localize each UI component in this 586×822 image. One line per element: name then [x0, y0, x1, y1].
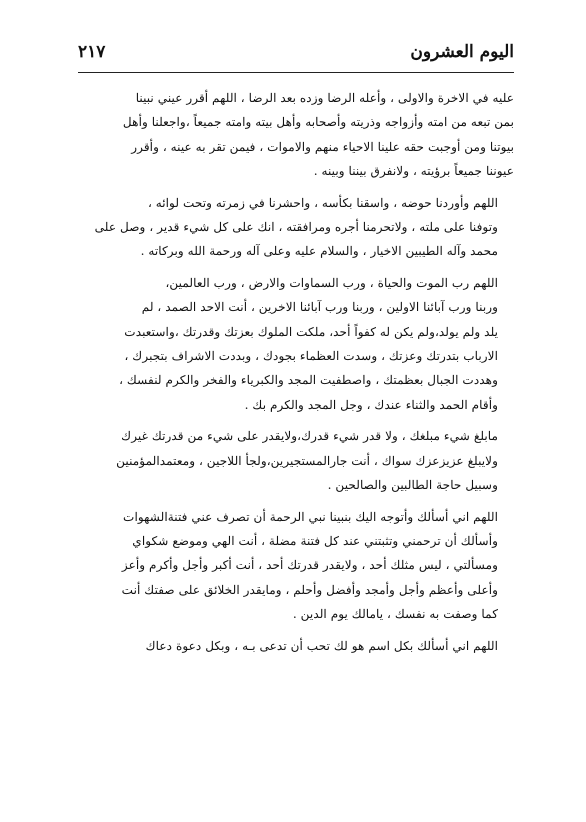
text-line: اللهم اني أسألك وأتوجه اليك بنبينا نبي الرحمة أن تصرف عني فتنةالشهوات	[123, 509, 498, 524]
text-line: بمن تبعه من امته وأزواجه وذريته وأصحابه وأهل بيته وامته جميعاً ،واجعلنا وأهل	[122, 115, 514, 130]
text-line: ولايبلغ عزيزعزك سواك ، أنت جارالمستجيرين،ولجأ اللاجين ، ومعتمدالمؤمنين	[116, 453, 498, 468]
paragraph	[78, 86, 514, 184]
paragraph	[78, 271, 514, 417]
text-line: وأقام الحمد والثناء عندك ، وجل المجد والكرم بك .	[244, 397, 498, 412]
text-line: وربنا ورب آبائنا الاولين ، وربنا ورب آبائنا الاخرين ، أنت الاحد الصمد ، لم	[141, 300, 498, 315]
paragraph	[78, 191, 514, 264]
text-line: اللهم اني أسألك بكل اسم هو لك تحب أن تدعى بـه ، وبكل دعوة دعاك	[145, 638, 498, 653]
paragraph	[78, 424, 514, 497]
text-line: اللهم رب الموت والحياة ، ورب السماوات والارض ، ورب العالمين،	[165, 275, 498, 290]
paragraph	[78, 505, 514, 627]
page-number: ٢١٧	[78, 42, 106, 62]
chapter-title: اليوم العشرون	[410, 42, 514, 62]
text-line: الارباب بتدرتك وعزتك ، وسدت العظماء بجودك ، وبددت الاشراف بتجبرك ،	[124, 349, 498, 364]
page-header	[78, 40, 514, 74]
text-line: يلد ولم يولد،ولم يكن له كفواً أحد، ملكت الملوك بعزتك وقدرتك ،واستعبدت	[124, 324, 498, 339]
paragraph	[78, 634, 514, 658]
text-line: وتوفنا على ملته ، ولاتحرمنا أجره ومرافقته ، انك على كل شيء قدير ، وصل على	[94, 220, 498, 235]
text-line: كما وصفت به نفسك ، يامالك يوم الدين .	[292, 607, 498, 622]
text-line: اللهم وأوردنا حوضه ، واسقنا بكأسه ، واحشرنا في زمرته وتحت لوائه ،	[147, 195, 498, 210]
body-text	[78, 86, 514, 665]
text-line: مابلغ شيء مبلغك ، ولا قدر شيء قدرك،ولايقدر على شيء من قدرتك غيرك	[121, 429, 498, 444]
text-line: ومسألتي ، ليس مثلك أحد ، ولايقدر قدرتك أحد ، أنت أكبر وأجل وأكرم وأعز	[121, 558, 498, 573]
text-line: وسبيل حاجة الطالبين والصالحين .	[327, 478, 498, 493]
text-line: بيوتنا ومن أوجبت حقه علينا الاحياء منهم والاموات ، فيمن تقر به عينه ، وأقرر	[131, 139, 514, 154]
text-line: وأعلى وأعظم وأجل وأمجد وأفضل وأحلم ، ومايقدر الخلائق على صفتك أنت	[121, 582, 498, 597]
text-line: وأسألك أن ترحمني وتثبتني عند كل فتنة مضلة ، أنت الهي وموضع شكواي	[132, 533, 498, 548]
text-line: عيوننا جميعاً برؤيته ، ولانفرق بيننا وبينه .	[313, 164, 514, 179]
text-line: وهددت الجبال بعظمتك ، واصطفيت المجد والكبرياء والفخر والكرم لنفسك ،	[119, 373, 498, 388]
header-divider	[78, 72, 514, 73]
text-line: محمد وآله الطيبين الاخيار ، والسلام عليه وعلى آله ورحمة الله وبركاته .	[140, 244, 498, 259]
text-line: عليه في الاخرة والاولى ، وأعله الرضا وزده بعد الرضا ، اللهم أقرر عيني نبينا	[135, 91, 514, 105]
